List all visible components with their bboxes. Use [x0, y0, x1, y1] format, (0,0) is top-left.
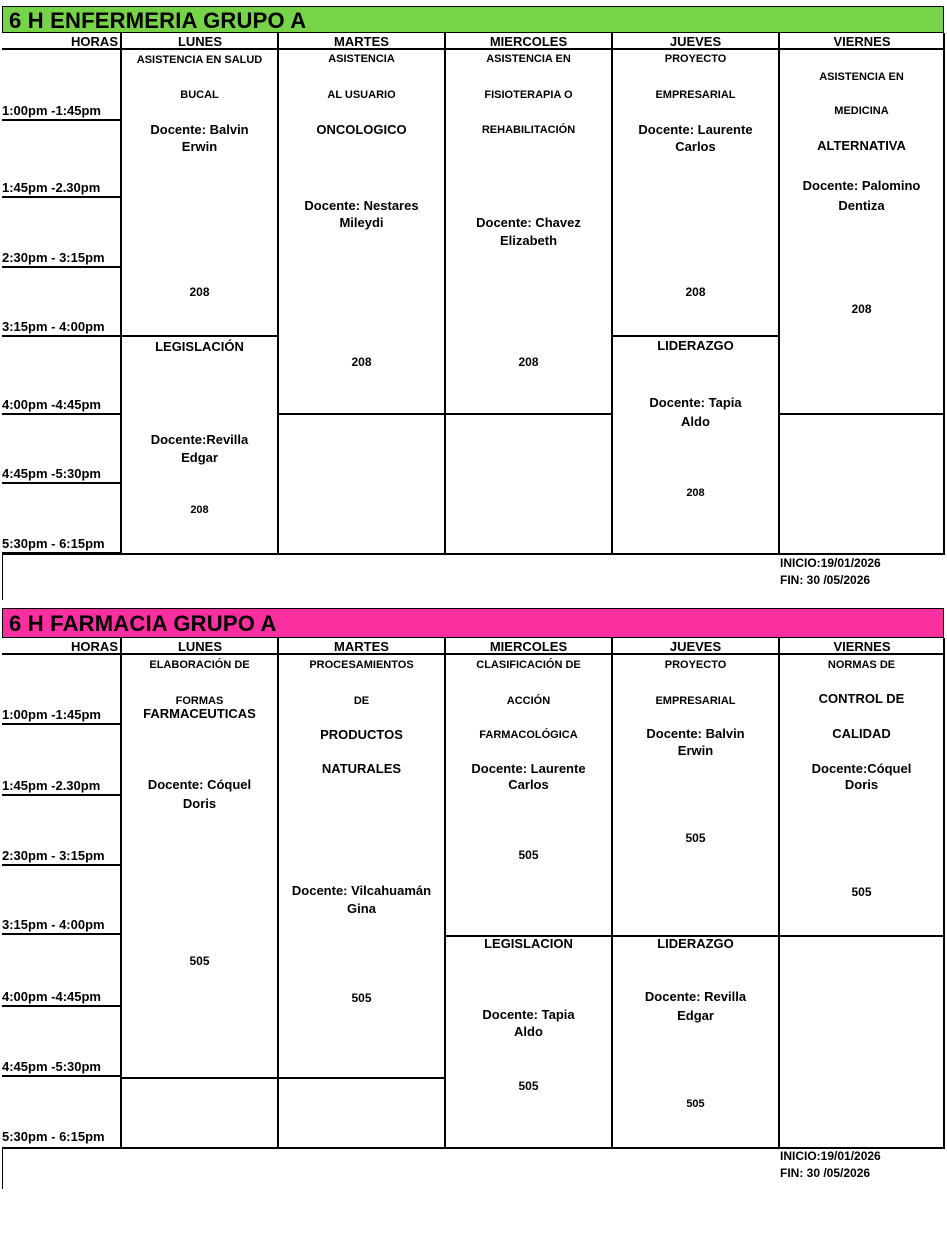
course-name: CONTROL DE	[818, 691, 905, 706]
teacher-name: Aldo	[681, 414, 710, 429]
schedule-title: 6 H FARMACIA GRUPO A	[2, 608, 944, 638]
course-name: DE	[353, 695, 370, 707]
time-slot: 5:30pm - 6:15pm	[2, 1129, 105, 1144]
header-miercoles: MIERCOLES	[445, 638, 612, 655]
teacher-name: Docente:Revilla	[150, 432, 249, 447]
time-slot: 4:00pm -4:45pm	[2, 397, 120, 415]
room-number: 208	[686, 487, 705, 499]
grid-line	[120, 1077, 446, 1079]
course-name: ALTERNATIVA	[817, 138, 906, 153]
room-number: 208	[190, 504, 209, 516]
header-miercoles: MIERCOLES	[445, 33, 612, 50]
course-name: ASISTENCIA EN	[486, 53, 571, 65]
grid-line	[943, 638, 945, 1149]
schedule-title: 6 H ENFERMERIA GRUPO A	[2, 6, 944, 33]
teacher-name: Edgar	[181, 450, 218, 465]
time-slot: 3:15pm - 4:00pm	[2, 319, 120, 337]
course-name: CLASIFICACIÓN DE	[476, 659, 581, 671]
header-viernes: VIERNES	[779, 638, 945, 655]
course-name: EMPRESARIAL	[655, 695, 736, 707]
schedule-grid	[2, 638, 945, 1149]
teacher-name: Aldo	[514, 1024, 543, 1039]
class-block	[780, 50, 943, 413]
room-number: 208	[351, 355, 372, 369]
room-number: 208	[685, 285, 706, 299]
teacher-name: Gina	[347, 901, 376, 916]
grid-line	[778, 413, 945, 415]
room-number: 505	[685, 831, 706, 845]
grid-line	[943, 33, 945, 555]
teacher-name: Dentiza	[838, 198, 885, 213]
teacher-name: Mileydi	[339, 215, 384, 230]
header-horas: HORAS	[2, 33, 122, 50]
grid-line	[2, 1149, 3, 1189]
course-name: FARMACEUTICAS	[143, 706, 256, 721]
end-date: FIN: 30 /05/2026	[780, 573, 871, 587]
header-horas: HORAS	[2, 638, 122, 655]
teacher-name: Doris	[844, 777, 879, 792]
teacher-name: Docente: Tapia	[649, 395, 742, 410]
teacher-name: Docente: Vilcahuamán	[291, 883, 432, 898]
schedule-grid	[2, 33, 945, 555]
teacher-name: Erwin	[181, 139, 218, 154]
course-name: PROYECTO	[664, 659, 727, 671]
teacher-name: Elizabeth	[499, 233, 558, 248]
room-number: 505	[686, 1098, 705, 1110]
course-name: CALIDAD	[832, 726, 891, 741]
teacher-name: Docente: Balvin	[646, 726, 745, 741]
room-number: 208	[851, 302, 872, 316]
course-name: AL USUARIO	[327, 89, 396, 101]
teacher-name: Doris	[182, 796, 217, 811]
course-name: REHABILITACIÓN	[481, 124, 576, 136]
time-slot: 1:00pm -1:45pm	[2, 103, 120, 121]
teacher-name: Docente: Chavez	[476, 215, 581, 230]
header-lunes: LUNES	[122, 33, 278, 50]
course-name: ACCIÓN	[506, 695, 551, 707]
grid-line	[277, 413, 612, 415]
class-block	[613, 337, 778, 553]
teacher-name: Erwin	[677, 743, 714, 758]
class-block	[279, 655, 444, 1077]
class-block	[446, 50, 611, 413]
teacher-name: Docente: Laurente	[471, 761, 586, 776]
header-martes: MARTES	[278, 33, 445, 50]
time-slot: 2:30pm - 3:15pm	[2, 848, 120, 866]
room-number: 505	[851, 885, 872, 899]
teacher-name: Docente: Revilla	[644, 989, 747, 1004]
course-name: FARMACOLÓGICA	[479, 729, 578, 741]
header-lunes: LUNES	[122, 638, 278, 655]
class-block	[613, 937, 778, 1147]
grid-line	[2, 555, 3, 600]
course-name: LIDERAZGO	[657, 936, 734, 951]
time-slot: 2:30pm - 3:15pm	[2, 250, 120, 268]
teacher-name: Docente:Cóquel	[811, 761, 912, 776]
teacher-name: Docente: Balvin	[150, 122, 249, 137]
course-name: ASISTENCIA EN	[819, 71, 904, 83]
course-name: MEDICINA	[834, 105, 889, 117]
class-block	[613, 50, 778, 335]
end-date: FIN: 30 /05/2026	[780, 1166, 871, 1180]
class-block	[122, 337, 277, 553]
course-name: LIDERAZGO	[657, 338, 734, 353]
schedule-farmacia	[0, 600, 947, 1200]
teacher-name: Docente: Tapia	[482, 1007, 575, 1022]
time-slot: 1:00pm -1:45pm	[2, 707, 120, 725]
room-number: 208	[189, 285, 210, 299]
header-jueves: JUEVES	[612, 33, 779, 50]
time-slot: 4:45pm -5:30pm	[2, 466, 120, 484]
course-name: BUCAL	[180, 89, 219, 101]
course-name: FORMAS	[175, 695, 224, 707]
start-date: INICIO:19/01/2026	[780, 556, 881, 570]
room-number: 505	[518, 1079, 539, 1093]
course-name: LEGISLACIÓN	[155, 339, 244, 354]
teacher-name: Carlos	[508, 777, 549, 792]
course-name: PROCESAMIENTOS	[309, 659, 414, 671]
room-number: 208	[518, 355, 539, 369]
time-slot: 4:00pm -4:45pm	[2, 989, 120, 1007]
course-name: NATURALES	[321, 761, 402, 776]
teacher-name: Docente: Nestares	[304, 198, 419, 213]
course-name: PROYECTO	[664, 53, 727, 65]
header-jueves: JUEVES	[612, 638, 779, 655]
course-name: FISIOTERAPIA O	[484, 89, 573, 101]
course-name: ASISTENCIA EN SALUD	[136, 54, 263, 66]
course-name: PRODUCTOS	[320, 727, 403, 742]
class-block	[446, 937, 611, 1147]
course-name: LEGISLACION	[484, 936, 573, 951]
class-block	[446, 655, 611, 935]
room-number: 505	[189, 954, 210, 968]
course-name: NORMAS DE	[827, 659, 896, 671]
course-name: ASISTENCIA	[328, 53, 395, 65]
teacher-name: Carlos	[675, 139, 716, 154]
time-slot: 1:45pm -2.30pm	[2, 778, 120, 796]
room-number: 505	[518, 848, 539, 862]
teacher-name: Docente: Palomino	[802, 178, 921, 193]
time-slot: 5:30pm - 6:15pm	[2, 536, 120, 554]
course-name: ONCOLOGICO	[316, 122, 407, 137]
class-block	[122, 655, 277, 1077]
class-block	[279, 50, 444, 413]
class-block	[122, 50, 277, 335]
class-block	[613, 655, 778, 935]
course-name: EMPRESARIAL	[655, 89, 736, 101]
teacher-name: Edgar	[677, 1008, 714, 1023]
class-block	[780, 655, 943, 935]
time-slot: 4:45pm -5:30pm	[2, 1059, 120, 1077]
teacher-name: Docente: Laurente	[638, 122, 753, 137]
teacher-name: Docente: Cóquel	[147, 777, 252, 792]
room-number: 505	[351, 991, 372, 1005]
header-viernes: VIERNES	[779, 33, 945, 50]
header-martes: MARTES	[278, 638, 445, 655]
time-slot: 1:45pm -2.30pm	[2, 180, 120, 198]
time-slot: 3:15pm - 4:00pm	[2, 917, 120, 935]
course-name: ELABORACIÓN DE	[149, 659, 250, 671]
schedule-enfermeria	[0, 0, 947, 600]
start-date: INICIO:19/01/2026	[780, 1149, 881, 1163]
